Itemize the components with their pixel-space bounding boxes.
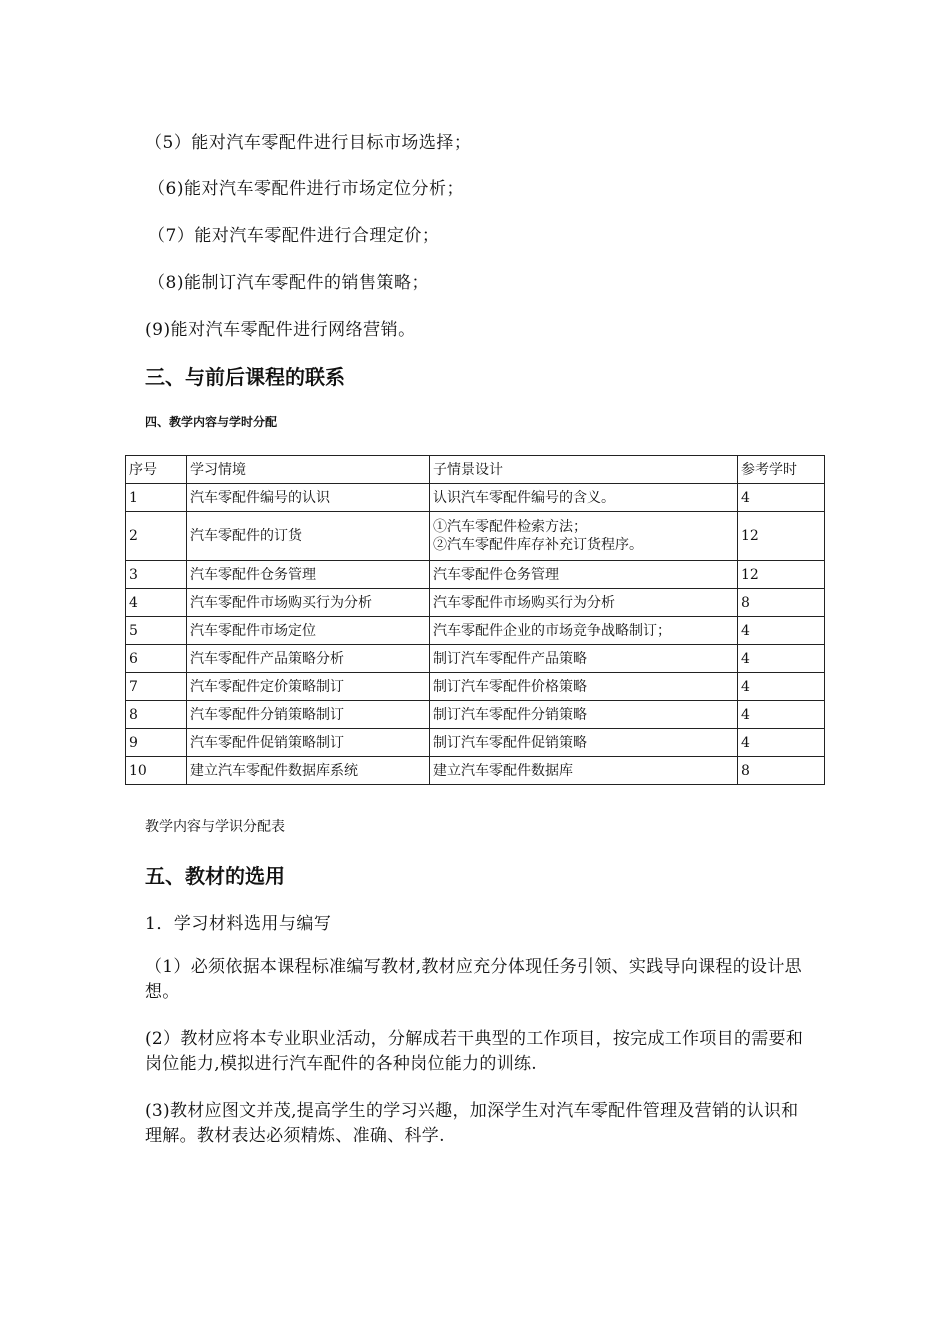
cell-no: 4	[126, 589, 187, 617]
table-row	[126, 701, 825, 729]
list-item-6: （6)能对汽车零配件进行市场定位分析；	[148, 179, 464, 199]
cell-situation: 汽车零配件分销策略制订	[187, 701, 430, 729]
cell-situation: 汽车零配件市场定位	[187, 617, 430, 645]
cell-design: 制订汽车零配件促销策略	[430, 729, 738, 757]
list-item-9: (9)能对汽车零配件进行网络营销。	[145, 320, 416, 340]
cell-no: 2	[126, 512, 187, 561]
cell-hours: 4	[738, 484, 825, 512]
cell-no: 3	[126, 561, 187, 589]
cell-no: 10	[126, 757, 187, 785]
allocation-table	[125, 455, 825, 785]
cell-no: 6	[126, 645, 187, 673]
paragraph-1: （1）必须依据本课程标准编写教材,教材应充分体现任务引领、实践导向课程的设计思想。	[145, 957, 802, 1002]
cell-design-line-2: ②汽车零配件库存补充订货程序。	[433, 537, 643, 553]
paragraph-3: (3)教材应图文并茂,提高学生的学习兴趣，加深学生对汽车零配件管理及营销的认识和理解。教材表达必须精炼、准确、科学.	[145, 1101, 799, 1146]
table-row	[126, 673, 825, 701]
header-cell-hours: 参考学时	[738, 456, 825, 484]
cell-hours: 4	[738, 617, 825, 645]
cell-design: 建立汽车零配件数据库	[430, 757, 738, 785]
cell-hours: 8	[738, 589, 825, 617]
cell-hours: 4	[738, 729, 825, 757]
subsection-heading: 1．学习材料选用与编写	[145, 914, 332, 934]
cell-hours: 4	[738, 673, 825, 701]
cell-design: 汽车零配件仓务管理	[430, 561, 738, 589]
cell-no: 7	[126, 673, 187, 701]
cell-no: 1	[126, 484, 187, 512]
cell-hours: 12	[738, 512, 825, 561]
cell-design: 制订汽车零配件产品策略	[430, 645, 738, 673]
table-row	[126, 757, 825, 785]
cell-design: 汽车零配件市场购买行为分析	[430, 589, 738, 617]
section-3-heading: 三、与前后课程的联系	[145, 365, 345, 389]
cell-situation: 汽车零配件产品策略分析	[187, 645, 430, 673]
cell-no: 5	[126, 617, 187, 645]
cell-design-line-1: ①汽车零配件检索方法；	[433, 519, 587, 535]
section-4-heading: 四、教学内容与学时分配	[145, 415, 278, 429]
cell-design: 认识汽车零配件编号的含义。	[430, 484, 738, 512]
cell-situation: 汽车零配件编号的认识	[187, 484, 430, 512]
header-cell-no: 序号	[126, 456, 187, 484]
list-item-8: （8)能制订汽车零配件的销售策略；	[148, 273, 429, 293]
table-row	[126, 589, 825, 617]
cell-no: 9	[126, 729, 187, 757]
table-row	[126, 484, 825, 512]
list-item-7: （7）能对汽车零配件进行合理定价；	[148, 226, 440, 246]
cell-design: 制订汽车零配件分销策略	[430, 701, 738, 729]
cell-situation: 建立汽车零配件数据库系统	[187, 757, 430, 785]
table-header-row	[126, 456, 825, 484]
section-5-heading: 五、教材的选用	[145, 864, 285, 888]
cell-hours: 12	[738, 561, 825, 589]
cell-design: 汽车零配件企业的市场竞争战略制订；	[430, 617, 738, 645]
cell-no: 8	[126, 701, 187, 729]
header-cell-situation: 学习情境	[187, 456, 430, 484]
cell-design	[430, 512, 738, 561]
table-row	[126, 617, 825, 645]
cell-situation: 汽车零配件定价策略制订	[187, 673, 430, 701]
cell-hours: 4	[738, 645, 825, 673]
table-caption: 教学内容与学识分配表	[145, 819, 285, 835]
cell-situation: 汽车零配件的订货	[187, 512, 430, 561]
table-row	[126, 512, 825, 561]
table-row	[126, 645, 825, 673]
header-cell-design: 子情景设计	[430, 456, 738, 484]
paragraph-2: (2）教材应将本专业职业活动，分解成若干典型的工作项目，按完成工作项目的需要和岗位能力,模拟进行汽车配件的各种岗位能力的训练.	[145, 1029, 804, 1074]
table-row	[126, 729, 825, 757]
cell-design: 制订汽车零配件价格策略	[430, 673, 738, 701]
table-row	[126, 561, 825, 589]
cell-hours: 4	[738, 701, 825, 729]
cell-situation: 汽车零配件市场购买行为分析	[187, 589, 430, 617]
list-item-5: （5）能对汽车零配件进行目标市场选择；	[145, 133, 472, 153]
cell-situation: 汽车零配件仓务管理	[187, 561, 430, 589]
cell-hours: 8	[738, 757, 825, 785]
cell-situation: 汽车零配件促销策略制订	[187, 729, 430, 757]
